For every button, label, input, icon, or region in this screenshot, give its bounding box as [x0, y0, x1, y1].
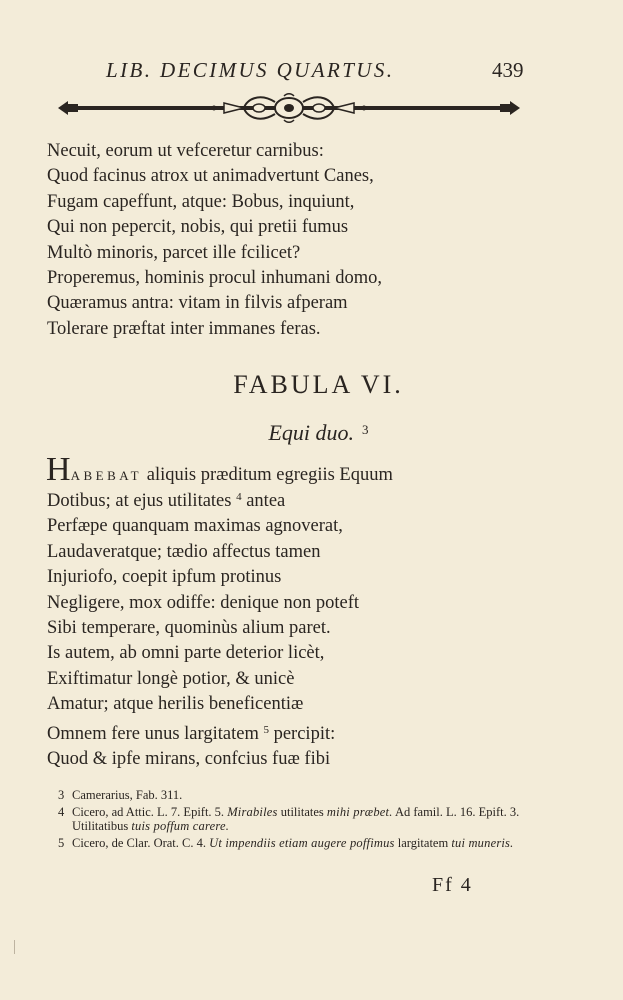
page-number: 439: [492, 58, 524, 82]
verse-text: Negligere, mox odiffe: denique non poteft: [47, 592, 360, 613]
verse-text: Dotibus; at ejus utilitates: [47, 491, 237, 511]
footnote-number: 3: [58, 788, 65, 802]
footnote-text: [72, 836, 528, 850]
verse-text: Is autem, ab omni parte deterior licèt,: [47, 643, 325, 664]
fable-subtitle: [0, 420, 623, 446]
page-edge-mark: [14, 940, 15, 954]
verse-line: Necuit, eorum ut vefceretur carnibus:: [47, 141, 324, 161]
verse-block-top: [47, 139, 382, 342]
footnote-segment: tui muneris.: [451, 836, 514, 850]
verse-line: [47, 616, 359, 641]
fable-title: FABULA VI.: [233, 370, 404, 399]
footnote-number: 5: [58, 836, 65, 850]
verse-line: Tolerare præftat inter immanes feras.: [47, 318, 321, 339]
footnote-text: [72, 805, 528, 833]
verse-line: [47, 747, 359, 772]
footnote-segment: tuis poffum carere.: [131, 819, 230, 833]
verse-text: Amatur; atque herilis beneficentiæ: [47, 694, 304, 715]
footnote-segment: mihi præbet.: [326, 805, 393, 819]
verse-line: [47, 667, 359, 692]
verse-line: [47, 641, 359, 666]
verse-line: [47, 514, 359, 539]
footnote-segment: Ad famil. L. 16. Epift. 3. Utilitatibus: [72, 805, 520, 833]
footnote-text: [72, 788, 528, 802]
opening-text: aliquis præditum egregiis Equum: [142, 465, 393, 485]
verse-text: Omnem fere unus largitatem: [47, 723, 264, 744]
verse-text: Laudaveratque; tædio affectus tamen: [47, 541, 321, 562]
footnote-segment: Ut impendiis etiam augere poffimus: [209, 836, 395, 850]
verse-line: Fugam capeffunt, atque: Bobus, inquiunt,: [47, 191, 355, 212]
opening-caps: ABEBAT: [70, 468, 143, 483]
verse-text: Sibi temperare, quominùs alium paret.: [47, 618, 331, 639]
footnote-number: 4: [58, 805, 65, 819]
footnote-segment: Cicero, ad Attic. L. 7. Epift. 5.: [72, 805, 228, 819]
verse-line: [47, 485, 359, 514]
footnote-segment: largitatem: [394, 836, 452, 850]
footnote: [58, 836, 528, 850]
verse-line: Multò minoris, parcet ille fcilicet?: [47, 242, 301, 263]
ornamental-rule: [54, 92, 524, 124]
footnotes: [58, 788, 528, 853]
verse-line: Qui non pepercit, nobis, qui pretii fumus: [47, 217, 349, 238]
verse-text: Injuriofo, coepit ipfum protinus: [47, 567, 282, 588]
verse-line: Quod facinus atrox ut animadvertunt Canes,: [47, 166, 374, 187]
verse-line: [47, 692, 359, 717]
footnote-ref: 5: [263, 723, 269, 736]
verse-text: Perfæpe quanquam maximas agnoverat,: [47, 516, 343, 537]
footnote-ref: 4: [236, 491, 242, 503]
opening-line: [46, 451, 393, 488]
verse-text: antea: [241, 491, 286, 511]
verse-line: [47, 718, 359, 747]
verse-block-bottom: [47, 485, 359, 772]
footnote-segment: Cicero, de Clar. Orat. C. 4.: [72, 836, 210, 850]
fable-subtitle-text: Equi duo.: [268, 420, 355, 445]
verse-line: [47, 591, 359, 616]
footnote-segment: Camerarius, Fab. 311.: [72, 788, 183, 802]
drop-cap: H: [46, 451, 71, 488]
verse-line: [47, 540, 359, 565]
page-header: [100, 58, 540, 88]
footnote-ref: 3: [362, 422, 369, 437]
verse-line: Quæramus antra: vitam in filvis afperam: [47, 293, 348, 314]
footnote: [58, 805, 528, 833]
footnote-segment: Mirabiles: [227, 805, 278, 819]
footnote-segment: utilitates: [277, 805, 327, 819]
verse-line: Properemus, hominis procul inhumani domo,: [47, 268, 383, 289]
signature-mark: Ff 4: [432, 874, 473, 896]
footnote: [58, 788, 528, 802]
verse-text: percipit:: [268, 723, 336, 744]
verse-text: Quod & ipfe mirans, confcius fuæ fibi: [47, 749, 331, 770]
verse-line: [47, 565, 359, 590]
running-title: LIB. DECIMUS QUARTUS.: [106, 58, 395, 82]
verse-text: Exiftimatur longè potior, & unicè: [47, 668, 295, 689]
